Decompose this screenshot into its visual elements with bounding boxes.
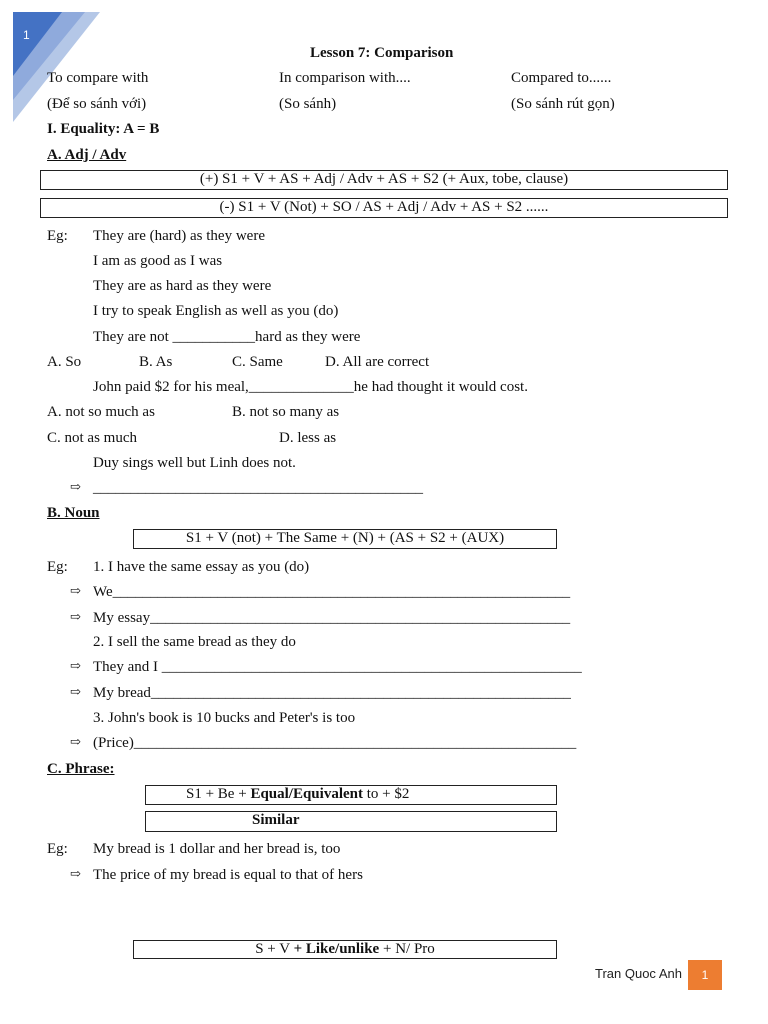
example-b-1-answer-a: We_____________________________________________________________ xyxy=(93,584,571,600)
choice2-c: C. not as much xyxy=(47,430,137,446)
arrow-icon: ⇨ xyxy=(70,684,81,699)
question-2: John paid $2 for his meal,______________he had thought it would cost. xyxy=(93,379,528,395)
example-a-5: They are not ___________hard as they were xyxy=(93,329,361,345)
formula-c xyxy=(145,785,557,805)
choice1-d: D. All are correct xyxy=(325,354,430,370)
choice2-d: D. less as xyxy=(279,430,337,446)
formula-d-post: + N/ Pro xyxy=(379,941,435,957)
arrow-icon: ⇨ xyxy=(70,658,81,673)
example-b-1-answer-b: My essay________________________________________________________ xyxy=(93,610,571,626)
intro-in-comparison: In comparison with.... xyxy=(279,70,411,86)
example-a-2: I am as good as I was xyxy=(93,253,223,269)
formula-d-pre: S + V xyxy=(255,941,294,957)
example-b-3-answer: (Price)___________________________________________________________ xyxy=(93,735,577,751)
formula-c-similar-label: Similar xyxy=(252,812,300,828)
eg-label-a: Eg: xyxy=(47,228,68,244)
formula-c-pre: S1 + Be + xyxy=(186,786,251,802)
formula-a-positive: (+) S1 + V + AS + Adj / Adv + AS + S2 (+ Aux, tobe, clause) xyxy=(40,170,728,190)
example-a-3: They are as hard as they were xyxy=(93,278,272,294)
formula-c-similar xyxy=(145,811,557,832)
example-b-1: 1. I have the same essay as you (do) xyxy=(93,559,310,575)
example-b-2-answer-b: My bread________________________________________________________ xyxy=(93,685,571,701)
arrow-icon: ⇨ xyxy=(70,609,81,624)
formula-d xyxy=(133,940,557,959)
example-b-2-answer-a: They and I ________________________________________________________ xyxy=(93,659,582,675)
intro-vn-2: (So sánh) xyxy=(279,96,337,112)
choice1-b: B. As xyxy=(139,354,173,370)
example-a-1: They are (hard) as they were xyxy=(93,228,265,244)
formula-b: S1 + V (not) + The Same + (N) + (AS + S2 + (AUX) xyxy=(133,529,557,549)
choice2-a: A. not so much as xyxy=(47,404,155,420)
arrow-icon: ⇨ xyxy=(70,866,81,881)
intro-vn-3: (So sánh rút gọn) xyxy=(511,96,615,112)
example-c-answer: The price of my bread is equal to that of hers xyxy=(93,867,363,883)
arrow-icon: ⇨ xyxy=(70,583,81,598)
arrow-icon: ⇨ xyxy=(70,734,81,749)
choice2-b: B. not so many as xyxy=(232,404,340,420)
example-c: My bread is 1 dollar and her bread is, too xyxy=(93,841,341,857)
choice1-a: A. So xyxy=(47,354,82,370)
formula-c-keyword: Equal/Equivalent xyxy=(250,786,363,802)
section-equality-heading: I. Equality: A = B xyxy=(47,121,160,137)
page-title: Lesson 7: Comparison xyxy=(310,45,454,61)
section-b-heading: B. Noun xyxy=(47,505,100,521)
arrow-icon: ⇨ xyxy=(70,479,81,494)
formula-d-keyword: + Like/unlike xyxy=(293,941,380,957)
footer-page-badge: 1 xyxy=(688,960,722,990)
question-3-answer-line: ____________________________________________ xyxy=(93,480,423,496)
footer-author: Tran Quoc Anh xyxy=(595,966,682,981)
example-a-4: I try to speak English as well as you (do) xyxy=(93,303,339,319)
intro-vn-1: (Để so sánh với) xyxy=(47,96,147,112)
formula-c-post: to + $2 xyxy=(362,786,410,802)
eg-label-b: Eg: xyxy=(47,559,68,575)
intro-compare-with: To compare with xyxy=(47,70,149,86)
section-a-heading: A. Adj / Adv xyxy=(47,147,127,163)
formula-a-negative: (-) S1 + V (Not) + SO / AS + Adj / Adv + AS + S2 ...... xyxy=(40,198,728,218)
example-b-2: 2. I sell the same bread as they do xyxy=(93,634,296,650)
section-c-heading: C. Phrase: xyxy=(47,761,115,777)
example-b-3: 3. John's book is 10 bucks and Peter's is too xyxy=(93,710,356,726)
eg-label-c: Eg: xyxy=(47,841,68,857)
question-3: Duy sings well but Linh does not. xyxy=(93,455,296,471)
corner-page-number: 1 xyxy=(23,28,30,42)
intro-compared-to: Compared to...... xyxy=(511,70,612,86)
choice1-c: C. Same xyxy=(232,354,283,370)
